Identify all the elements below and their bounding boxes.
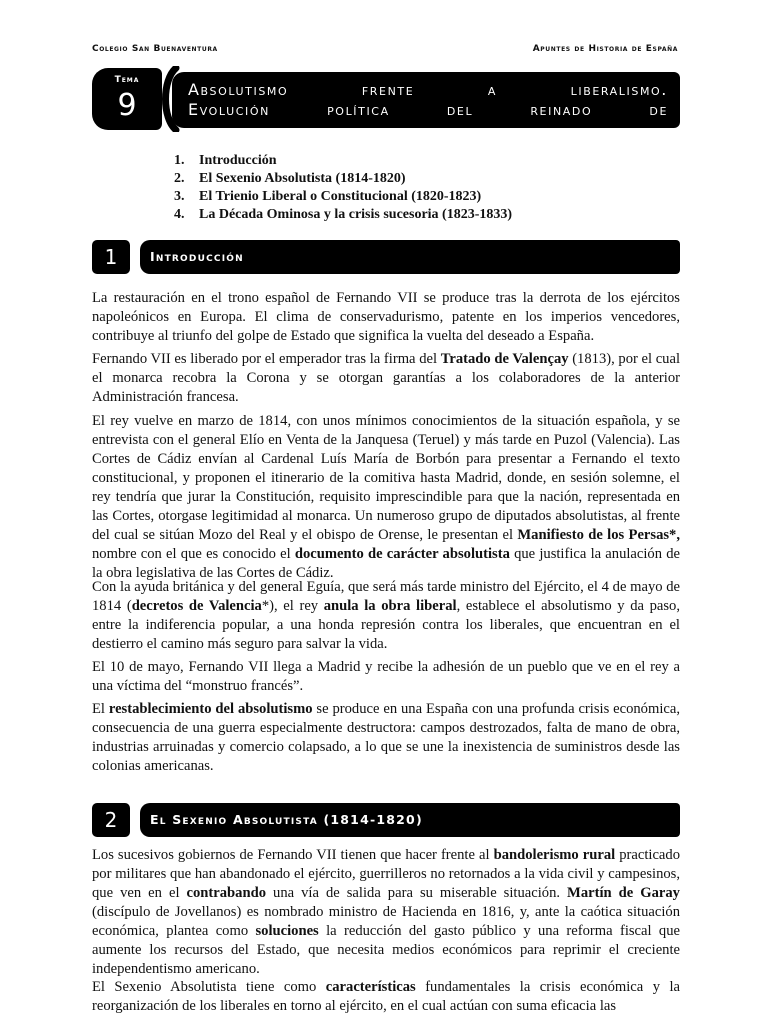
table-of-contents xyxy=(174,152,512,224)
section-2-paragraph-1: Los sucesivos gobiernos de Fernando VII tienen que hacer frente al bandolerismo rural practicado por militares que han abandonado el ejército, guerrilleros no retornados a la vida civil y campesinos, que ven en el contrabando una vía de salida para su miserable situación. Martín de Garay (discípulo de Jovellanos) es nombrado ministro de Hacienda en 1816, y, ante la caótica situación económica, plantea como soluciones la reducción del gasto público y una reforma fiscal que aumente los recursos del Estado, que necesita medios económicos para reprimir el creciente independentismo americano. xyxy=(92,847,680,977)
section-1-paragraph-3: El rey vuelve en marzo de 1814, con unos mínimos conocimientos de la situación española, y se entrevista con el general Elío en Venta de la Janquesa (Teruel) y más tarde en Puzol (Valencia). Las Cortes de Cádiz envían al Cardenal Luís María de Borbón para presentar a Fernando el texto constitucional, y proponen el itinerario de la comitiva hasta Madrid, donde, en sesión solemne, el rey tendría que jurar la Constitución, requisito imprescindible para que la nación, representada en las Cortes, otorgase legitimidad al monarca. Un numeroso grupo de diputados absolutistas, al frente del cual se sitúan Mozo del Real y el obispo de Orense, le presentan el Manifiesto de los Persas*, nombre con el que es conocido el documento de carácter absolutista que justifica la anulación de la obra legislativa de las Cortes de Cádiz. xyxy=(92,413,681,581)
section-1-paragraph-5: El 10 de mayo, Fernando VII llega a Madrid y recibe la adhesión de un pueblo que ve en el rey a una víctima del “monstruo francés”. xyxy=(92,659,680,694)
bold-term: Tratado de Valençay xyxy=(440,351,569,367)
toc-item-number: 2. xyxy=(174,171,185,186)
section-2-title-bar xyxy=(140,803,680,837)
chapter-title-line-2: Evolución política del reinado de xyxy=(188,100,668,119)
bold-term: restablecimiento del absolutismo xyxy=(108,701,313,717)
section-1-number: 1 xyxy=(92,240,130,274)
bold-term: bandolerismo rural xyxy=(493,847,616,863)
bold-term: Martín de Garay xyxy=(567,885,680,901)
section-1-paragraph-1: La restauración en el trono español de Fernando VII se produce tras la derrota de los ejércitos napoleónicos en Europa. El clima de conservadurismo, patente en los imperios vencedores, contribuye al triunfo del golpe de Estado que significa la vuelta del deseado a España. xyxy=(92,290,680,344)
toc-item xyxy=(174,206,512,224)
toc-item xyxy=(174,152,512,170)
bold-term: contrabando xyxy=(186,885,266,901)
section-2-number: 2 xyxy=(92,803,130,837)
section-1-title: Introducción xyxy=(150,249,244,264)
section-1-heading xyxy=(92,240,680,274)
toc-item-text: El Sexenio Absolutista (1814-1820) xyxy=(199,171,406,186)
chapter-title-block xyxy=(92,68,680,130)
section-1-paragraph-2: Fernando VII es liberado por el emperador tras la firma del Tratado de Valençay (1813), por el cual el monarca recobra la Corona y se otorgan garantías a los colaboradores de la anterior Administración francesa. xyxy=(92,351,681,405)
chapter-title-line-1: Absolutismo frente a liberalismo. xyxy=(188,80,668,99)
toc-item-number: 3. xyxy=(174,189,185,204)
section-1-paragraph-4: Con la ayuda británica y del general Eguía, que será más tarde ministro del Ejército, el 4 de mayo de 1814 (decretos de Valencia*), el rey anula la obra liberal, establece el absolutismo y da paso, entre la indiferencia popular, a una honda represión contra los liberales, que encuentran en el destierro el camino más seguro para salvar la vida. xyxy=(92,579,680,652)
bold-term: anula la obra liberal xyxy=(323,598,457,614)
header-course-name: Apuntes de Historia de España xyxy=(532,44,678,54)
chapter-title-bar xyxy=(172,72,680,128)
bold-term: características xyxy=(325,979,416,995)
header-school-name: Colegio San Buenaventura xyxy=(92,44,218,54)
toc-item xyxy=(174,188,512,206)
section-1-paragraph-6: El restablecimiento del absolutismo se produce en una España con una profunda crisis económica, consecuencia de una guerra especialmente destructora: campos destrozados, falta de mano de obra, industrias arruinadas y comercio colapsado, a lo que se une la inexistencia de suministros desde las colonias americanas. xyxy=(92,701,680,774)
bold-term: documento de carácter absolutista xyxy=(294,546,510,562)
toc-item-text: Introducción xyxy=(199,153,277,168)
tema-label: Tema xyxy=(114,75,140,85)
section-1-title-bar xyxy=(140,240,680,274)
section-2-paragraph-2: El Sexenio Absolutista tiene como características fundamentales la crisis económica y la reorganización de los liberales en torno al ejército, en el cual actúan con suma eficacia las xyxy=(92,979,680,1014)
bold-term: soluciones xyxy=(255,923,319,939)
tema-number: 9 xyxy=(117,88,137,123)
section-2-heading xyxy=(92,803,680,837)
bold-term: Manifiesto de los Persas*, xyxy=(517,527,680,543)
tema-badge xyxy=(92,68,162,130)
bold-term: decretos de Valencia xyxy=(131,598,262,614)
toc-item xyxy=(174,170,512,188)
toc-item-text: La Década Ominosa y la crisis sucesoria (1823-1833) xyxy=(199,207,513,222)
toc-item-number: 4. xyxy=(174,207,185,222)
toc-item-text: El Trienio Liberal o Constitucional (1820-1823) xyxy=(199,189,482,204)
toc-item-number: 1. xyxy=(174,153,185,168)
section-2-title: El Sexenio Absolutista (1814-1820) xyxy=(150,812,423,827)
